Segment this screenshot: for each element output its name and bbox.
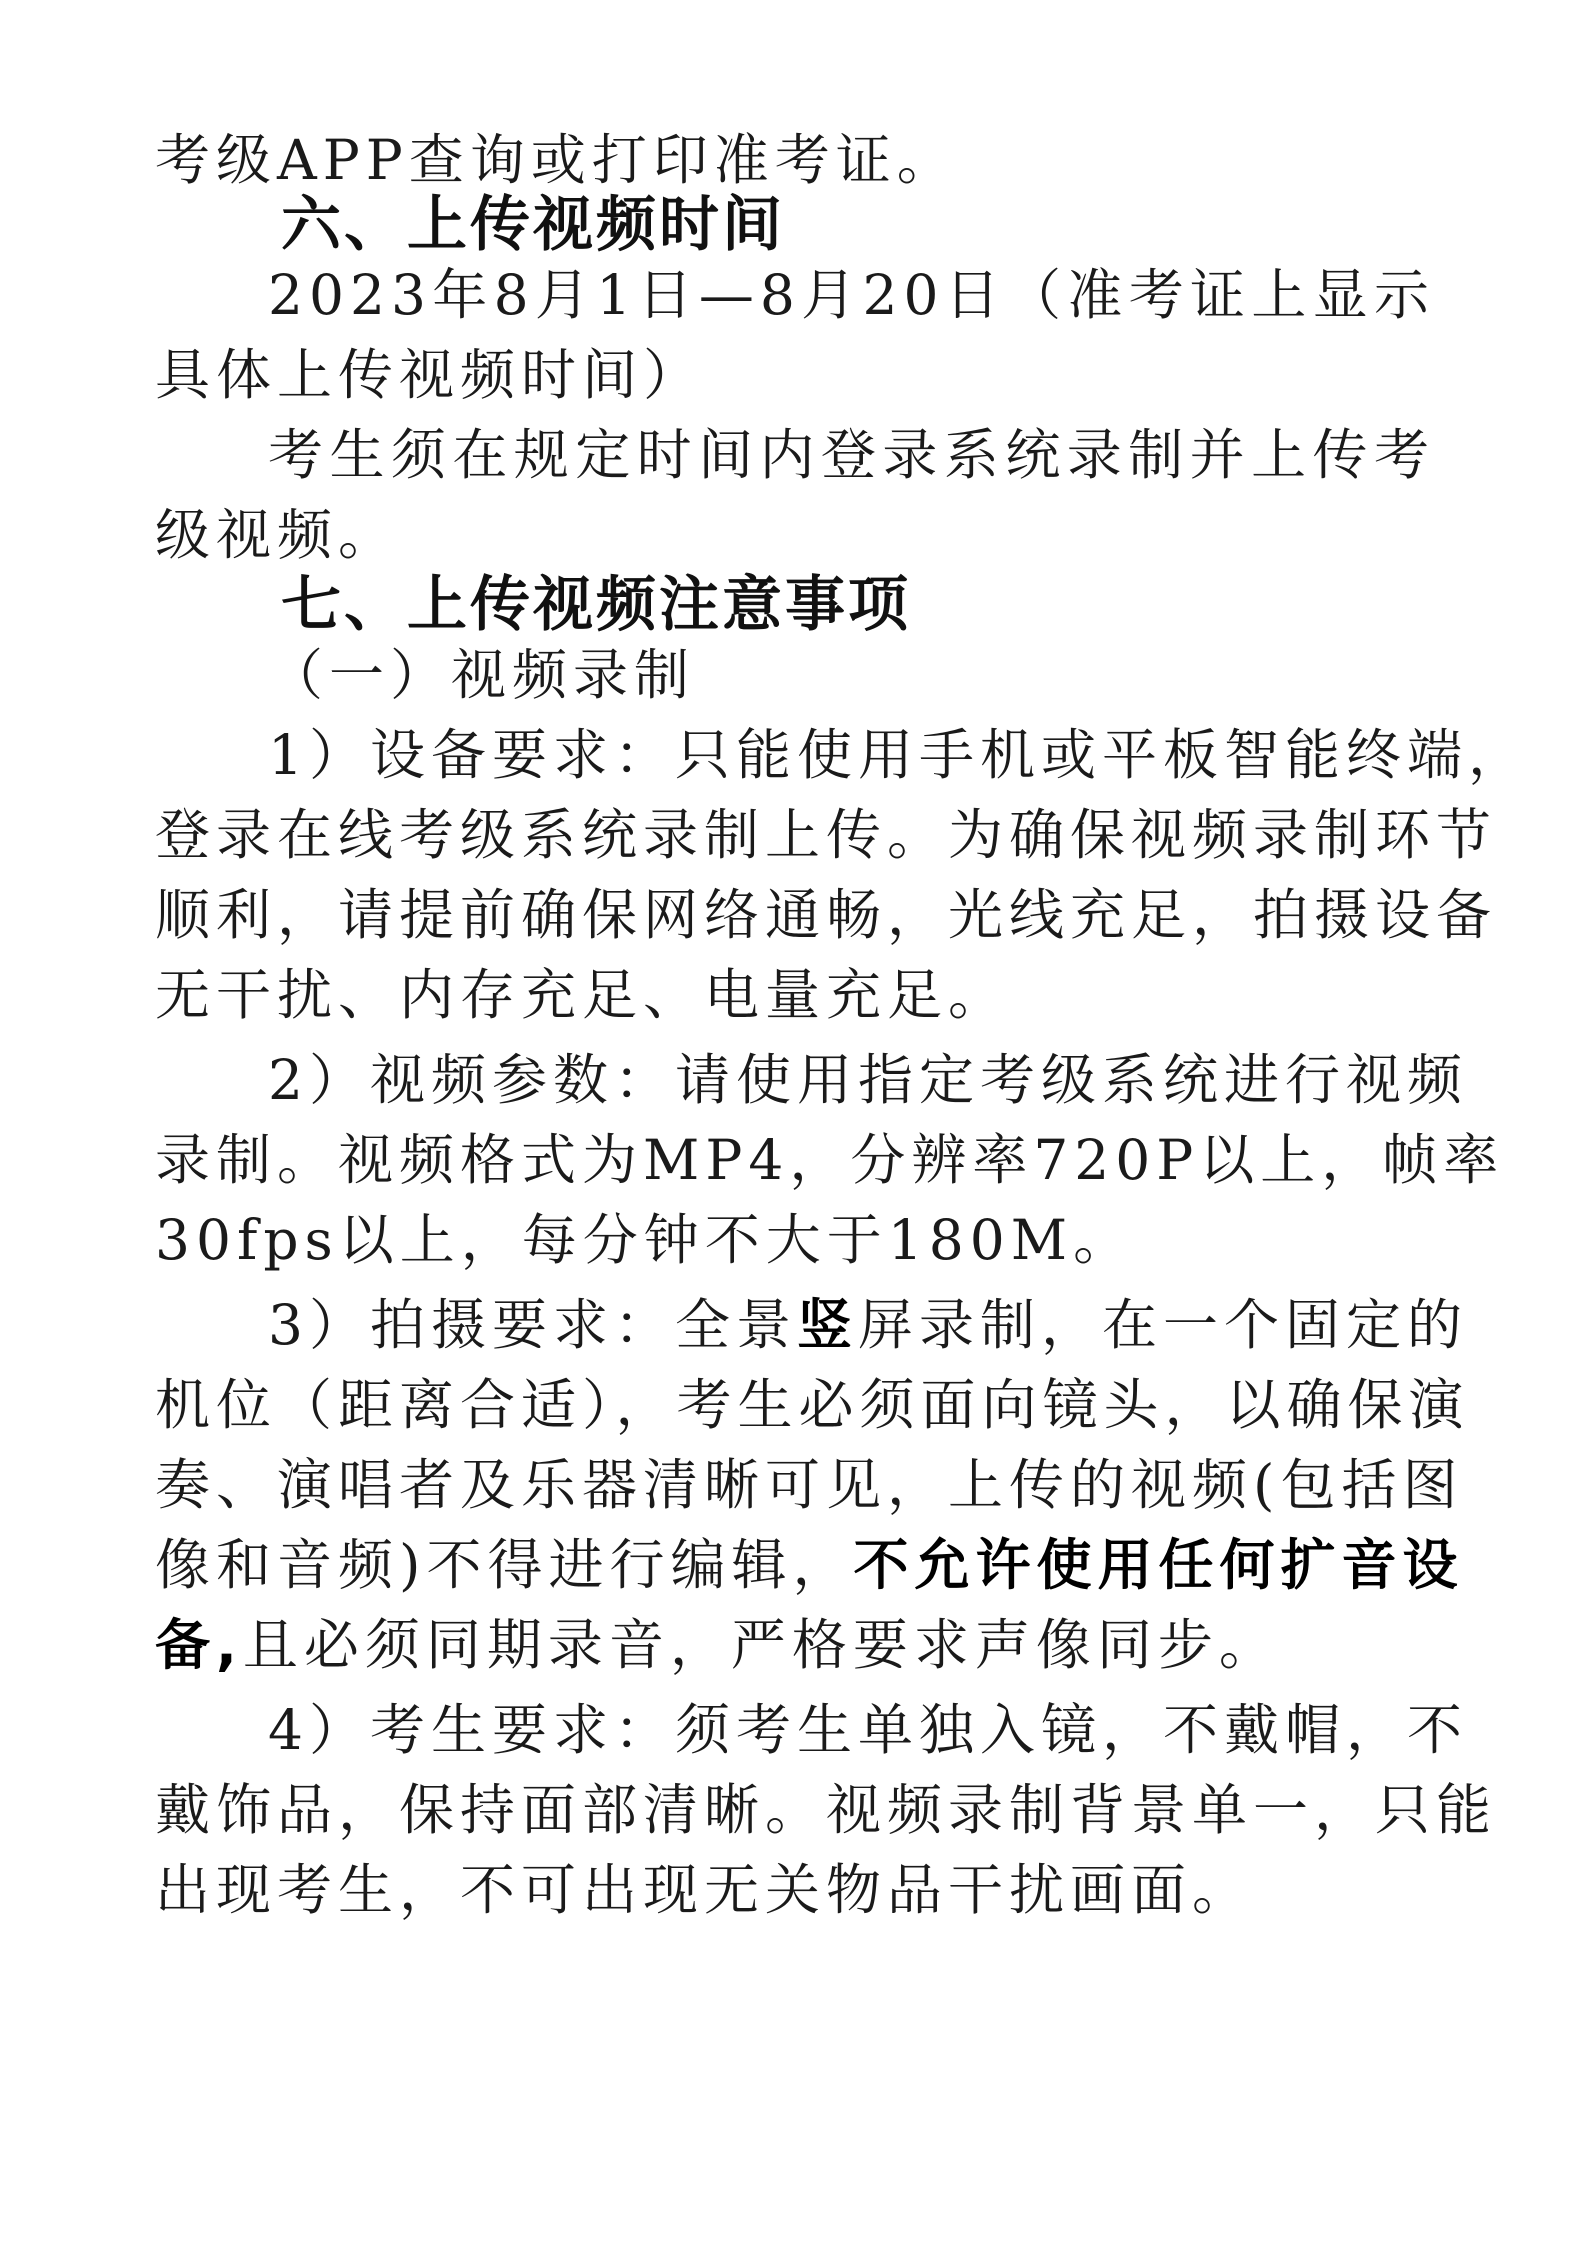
paragraph-line <box>268 1285 1469 1365</box>
paragraph-line: 戴饰品，保持面部清晰。视频录制背景单一，只能 <box>155 1778 1498 1842</box>
section-heading-upload-notes: 七、上传视频注意事项 <box>281 570 911 640</box>
paragraph-line: 出现考生，不可出现无关物品干扰画面。 <box>155 1858 1254 1922</box>
paragraph-line: 登录在线考级系统录制上传。为确保视频录制环节 <box>155 803 1498 867</box>
text-span: 像和音频)不得进行编辑， <box>155 1533 854 1597</box>
paragraph-line: 2）视频参数：请使用指定考级系统进行视频 <box>268 1048 1468 1112</box>
bold-text: 竖 <box>797 1293 859 1357</box>
paragraph-line <box>155 1525 1464 1605</box>
paragraph-line: 2023年8月1日—8月20日（准考证上显示 <box>268 263 1435 327</box>
paragraph-line: 考级APP查询或打印准考证。 <box>155 128 958 192</box>
paragraph-line: 录制。视频格式为MP4，分辨率720P以上，帧率 <box>155 1128 1505 1192</box>
subsection-heading-video-recording: （一）视频录制 <box>268 643 696 707</box>
paragraph-line: 4）考生要求：须考生单独入镜，不戴帽，不 <box>268 1698 1468 1762</box>
paragraph-line: 具体上传视频时间） <box>155 343 705 407</box>
text-span: 且必须同期录音，严格要求声像同步。 <box>242 1613 1280 1677</box>
text-span: 屏录制，在一个固定的 <box>858 1293 1469 1357</box>
paragraph-line: 1）设备要求：只能使用手机或平板智能终端， <box>268 723 1529 787</box>
paragraph-line: 奏、演唱者及乐器清晰可见，上传的视频(包括图 <box>155 1453 1464 1517</box>
paragraph-line <box>155 1605 1435 1685</box>
text-span: 3）拍摄要求：全景 <box>268 1293 797 1357</box>
bold-text: 备, <box>155 1613 243 1677</box>
paragraph-line: 级视频。 <box>155 503 400 567</box>
paragraph-line: 30fps以上，每分钟不大于180M。 <box>155 1208 1135 1272</box>
section-heading-upload-time: 六、上传视频时间 <box>281 190 785 260</box>
paragraph-line: 机位（距离合适），考生必须面向镜头，以确保演 <box>155 1373 1470 1437</box>
bold-text: 不允许使用任何扩音设 <box>853 1533 1464 1597</box>
paragraph-line: 顺利，请提前确保网络通畅，光线充足，拍摄设备 <box>155 883 1498 947</box>
paragraph-line: 无干扰、内存充足、电量充足。 <box>155 963 1010 1027</box>
paragraph-line: 考生须在规定时间内登录系统录制并上传考 <box>268 423 1435 487</box>
